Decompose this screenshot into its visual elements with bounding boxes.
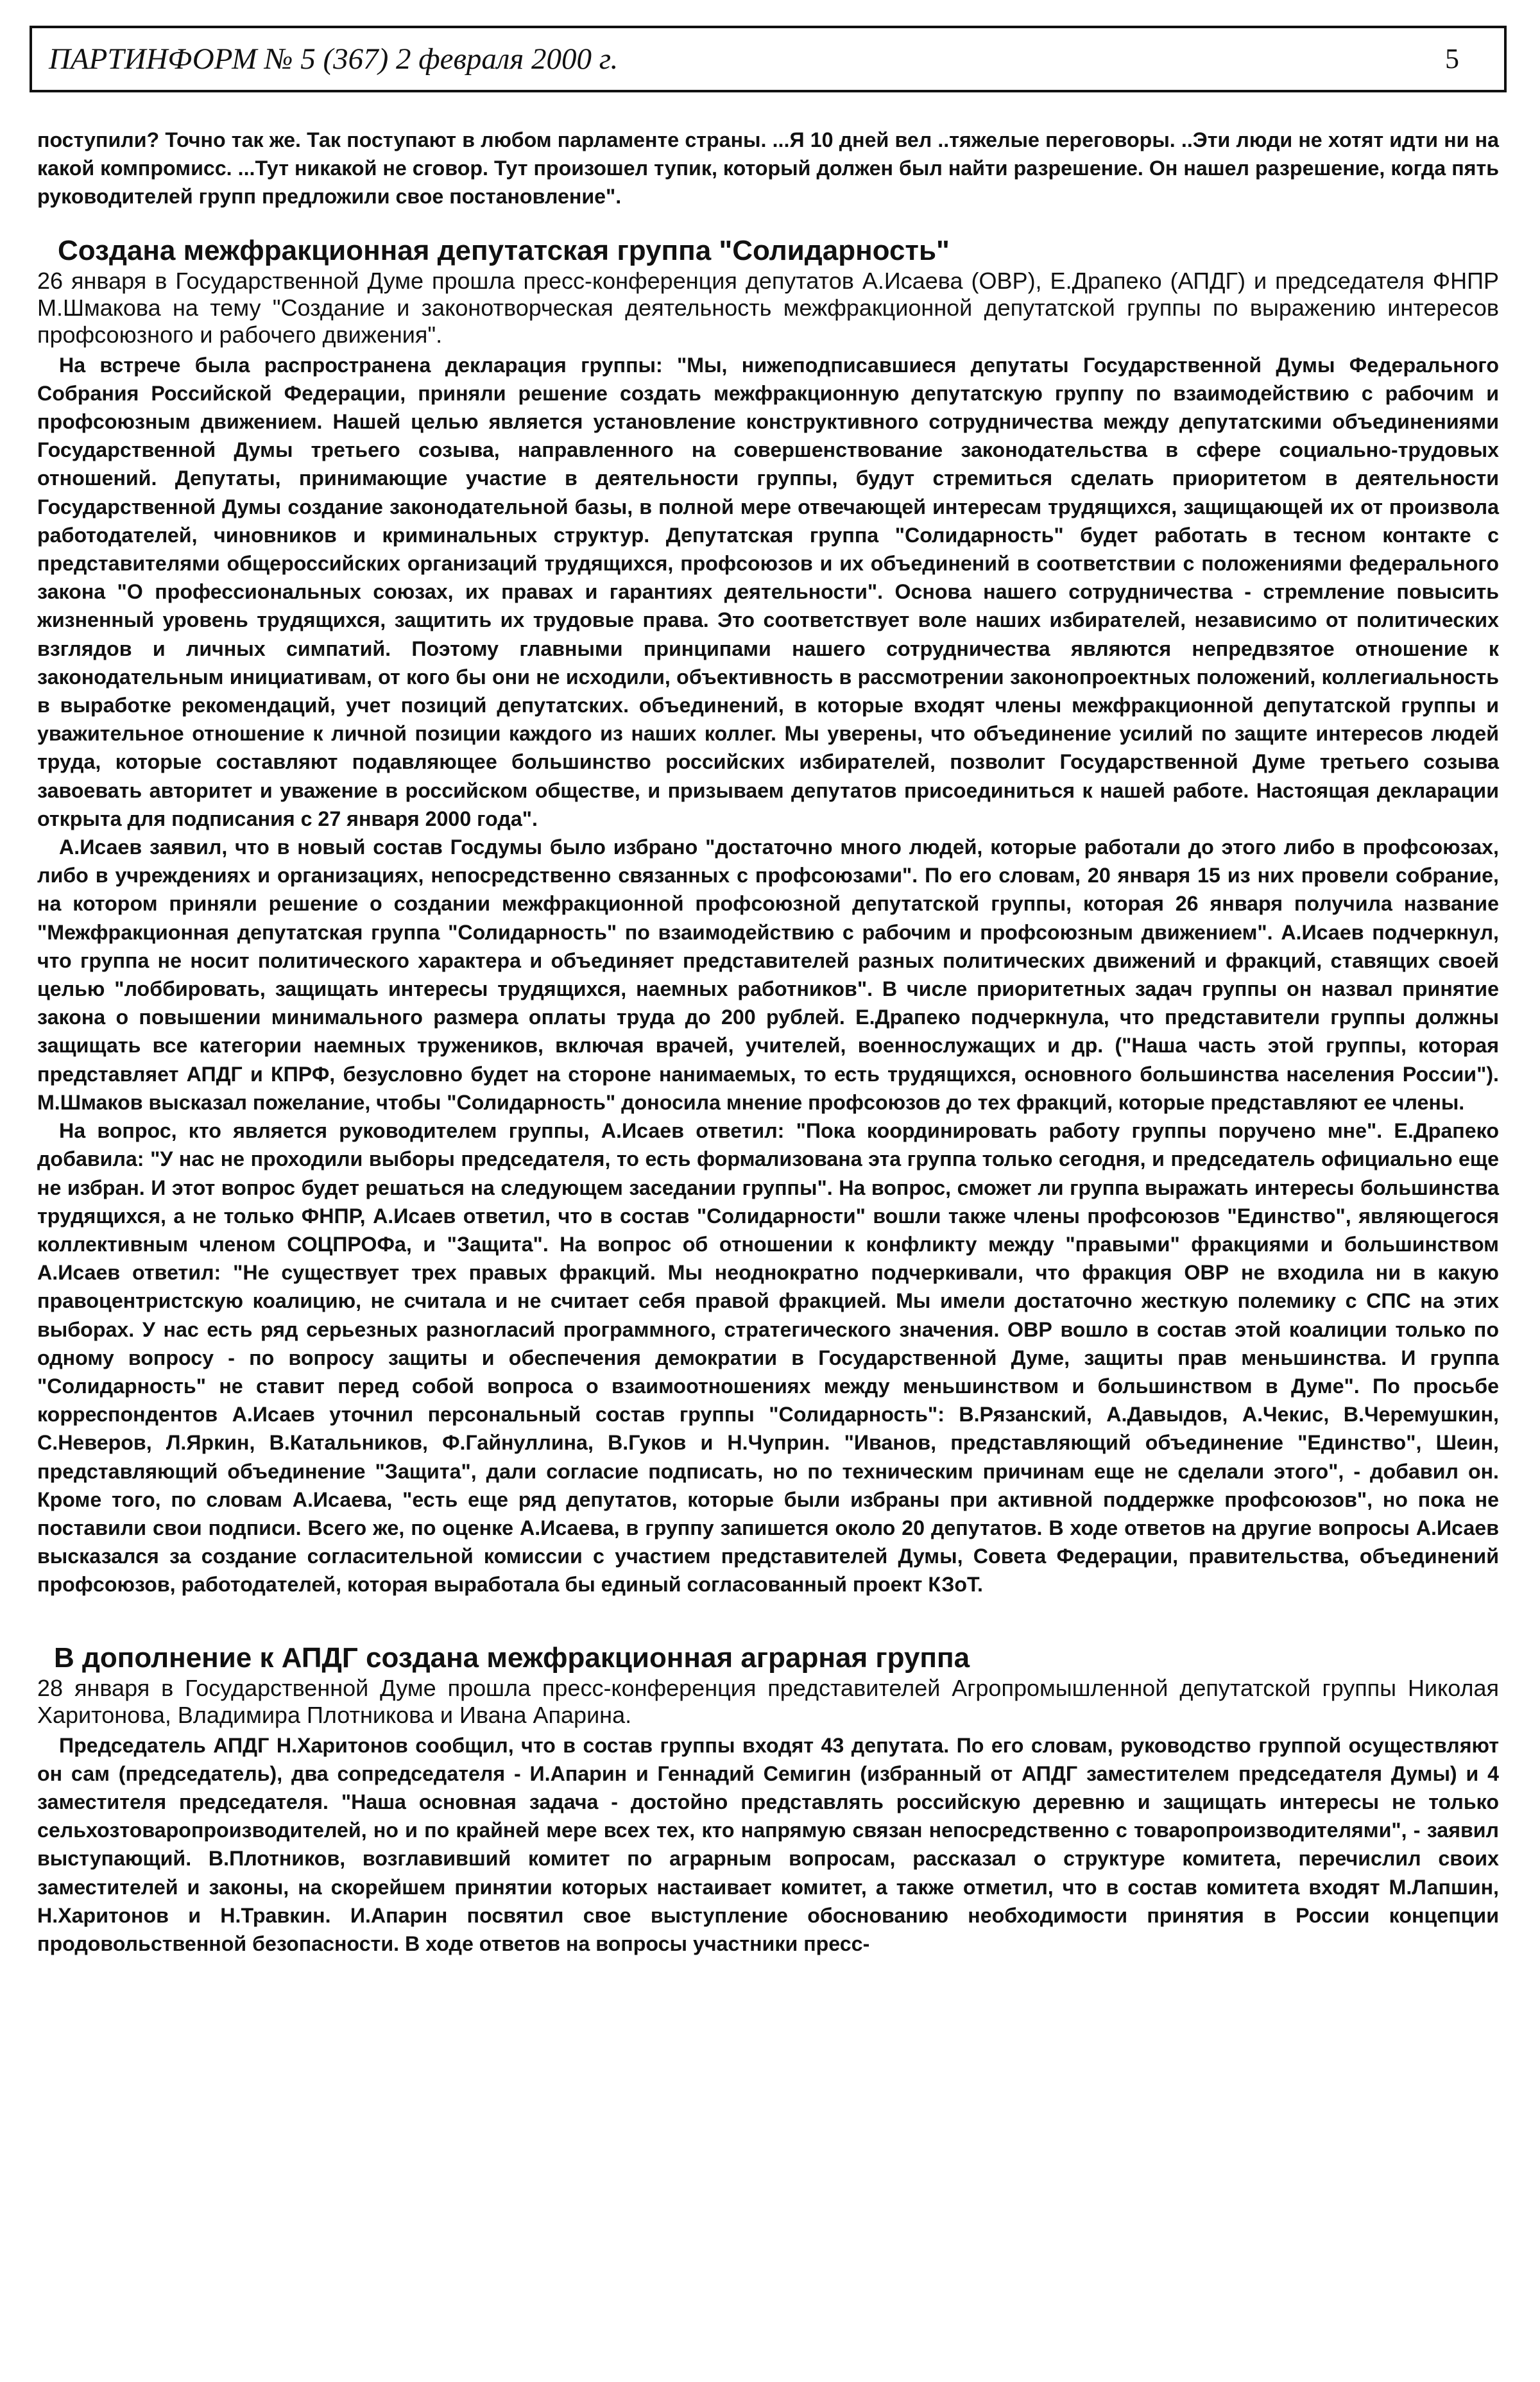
article2-title: В дополнение к АПДГ создана межфракционная аграрная группа — [54, 1641, 970, 1674]
publication-title: ПАРТИНФОРМ № 5 (367) 2 февраля 2000 г. — [49, 42, 619, 76]
article1-paragraph: На встрече была распространена декларация группы: "Мы, нижеподписавшиеся депутаты Государственной Думы Федерального Собрания Российской Федерации, приняли решение создать межфракционную депутатскую группу по взаимодействию с рабочим и профсоюзным движением. Нашей целью является установление конструктивного сотрудничества между депутатскими объединениями Государственной Думы третьего созыва, направленного на совершенствование законодательства в сфере социально-трудовых отношений. Депутаты, принимающие участие в деятельности группы, будут стремиться сделать приоритетом в деятельности Государственной Думы создание законодательной базы, в полной мере отвечающей интересам трудящихся, защищающей их от произвола работодателей, чиновников и криминальных структур. Депутатская группа "Солидарность" будет работать в тесном контакте с представителями общероссийских организаций трудящихся, профсоюзов и их объединений в соответствии с положениями федерального закона "О профессиональных союзах, их правах и гарантиях деятельности". Основа нашего сотрудничества - стремление повысить жизненный уровень трудящихся, защитить их трудовые права. Это соответствует воле наших избирателей, независимо от политических взглядов и личных симпатий. Поэтому главными принципами нашего сотрудничества являются непредвзятое отношение к законодательным инициативам, от кого бы они не исходили, объективность в рассмотрении законопроектных положений, коллегиальность в выработке рекомендаций, учет позиций депутатских. объединений, в которые входят члены межфракционной депутатской группы и уважительное отношение к личной позиции каждого из наших коллег. Мы уверены, что объединение усилий по защите интересов людей труда, которые составляют подавляющее большинство российских избирателей, позволит Государственной Думе третьего созыва завоевать авторитет и уважение в российском обществе, и призываем депутатов присоединиться к нашей работе. Настоящая декларации открыта для подписания с 27 января 2000 года". — [37, 353, 1499, 830]
page-number: 5 — [1445, 43, 1459, 74]
article2-paragraph: Председатель АПДГ Н.Харитонов сообщил, что в состав группы входят 43 депутата. По его словам, руководство группой осуществляют он сам (председатель), два сопредседателя - И.Апарин и Геннадий Семигин (избранный от АПДГ заместителем председателя Думы) и 4 заместителя председателя. "Наша основная задача - достойно представлять российскую деревню и защищать интересы не только сельхозтоваропроизводителей, но и по крайней мере всех тех, кто напрямую связан непосредственно с товаропроизводителями", - заявил выступающий. В.Плотников, возглавивший комитет по аграрным вопросам, рассказал о структуре комитета, перечислил своих заместителей и законы, на скорейшем принятии которых настаивает комитет, а также отметил, что в состав комитета входят М.Лапшин, Н.Харитонов и Н.Травкин. И.Апарин посвятил свое выступление обоснованию необходимости принятия в России концепции продовольственной безопасности. В ходе ответов на вопросы участники пресс- — [37, 1733, 1499, 1955]
article1-paragraph: А.Исаев заявил, что в новый состав Госдумы было избрано "достаточно много людей, которые работали до этого либо в профсоюзах, либо в учреждениях и организациях, непосредственно связанных с профсоюзами". По его словам, 20 января 15 из них провели собрание, на котором приняли решение о создании межфракционной профсоюзной депутатской группы, которая 26 января получила название "Межфракционная депутатская группа "Солидарность" по взаимодействию с рабочим и профсоюзным движением". А.Исаев подчеркнул, что группа не носит политического характера и объединяет представителей разных политических движений и фракций, ставящих своей целью "лоббировать, защищать интересы трудящихся, наемных работников". В числе приоритетных задач группы он назвал принятие закона о повышении минимального размера оплаты труда до 200 рублей. Е.Драпеко подчеркнула, что представители группы должны защищать все категории наемных тружеников, включая врачей, учителей, военнослужащих и др. ("Наша часть этой группы, которая представляет АПДГ и КПРФ, безусловно будет на стороне нанимаемых, то есть трудящихся, основного большинства населения России"). М.Шмаков высказал пожелание, чтобы "Солидарность" доносила мнение профсоюзов до тех фракций, которые представляют ее члены. — [37, 835, 1499, 1114]
page-header — [30, 26, 1507, 92]
article1-paragraph: На вопрос, кто является руководителем группы, А.Исаев ответил: "Пока координировать работу группы поручено мне". Е.Драпеко добавила: "У нас не проходили выборы председателя, то есть формализована эта группа только сегодня, и председатель официально еще не избран. И этот вопрос будет решаться на следующем заседании группы". На вопрос, сможет ли группа выражать интересы большинства трудящихся, а не только ФНПР, А.Исаев ответил, что в состав "Солидарности" вошли также члены профсоюзов "Единство", являющегося коллективным членом СОЦПРОФа, и "Защита". На вопрос об отношении к конфликту между "правыми" фракциями и большинством А.Исаев ответил: "Не существует трех правых фракций. Мы неоднократно подчеркивали, что фракция ОВР не входила ни в какую правоцентристскую коалицию, не считала и не считает себя правой фракцией. Мы имели достаточно жесткую полемику с СПС на этих выборах. У нас есть ряд серьезных разногласий программного, стратегического значения. ОВР вошло в состав этой коалиции только по одному вопросу - по вопросу защиты и обеспечения демократии в Государственной Думе, защиты прав меньшинства. И группа "Солидарность" не ставит перед собой вопроса о взаимоотношениях между меньшинством и большинством в Думе". По просьбе корреспондентов А.Исаев уточнил персональный состав группы "Солидарность": В.Рязанский, А.Давыдов, А.Чекис, В.Черемушкин, С.Неверов, Л.Яркин, В.Катальников, Ф.Гайнуллина, В.Гуков и Н.Чуприн. "Иванов, представляющий объединение "Единство", Шеин, представляющий объединение "Защита", дали согласие подписать, но по техническим причинам еще не сделали этого", - добавил он. Кроме того, по словам А.Исаева, "есть еще ряд депутатов, которые были избраны при активной поддержке профсоюзов", но пока не поставили свои подписи. Всего же, по оценке А.Исаева, в группу запишется около 20 депутатов. В ходе ответов на другие вопросы А.Исаев высказался за создание согласительной комиссии с участием представителей Думы, Совета Федерации, правительства, объединений профсоюзов, работодателей, которая выработала бы единый согласованный проект КЗоТ. — [37, 1119, 1499, 1597]
page-content — [37, 126, 1499, 1958]
article1-title: Создана межфракционная депутатская группа "Солидарность" — [58, 234, 950, 266]
intro-paragraph: поступили? Точно так же. Так поступают в любом парламенте страны. ...Я 10 дней вел ..тяжелые переговоры. ..Эти люди не хотят идти ни на какой компромисс. ...Тут никакой не сговор. Тут произошел тупик, который должен был найти разрешение. Он нашел разрешение, когда пять руководителей групп предложили свое постановление". — [37, 128, 1499, 209]
article1-lead: 26 января в Государственной Думе прошла пресс-конференция депутатов А.Исаева (ОВР), Е.Драпеко (АПДГ) и председателя ФНПР М.Шмакова на тему "Создание и законотворческая деятельность межфракционной депутатской группы по выражению интересов профсоюзного и рабочего движения". — [37, 267, 1499, 348]
article2-lead: 28 января в Государственной Думе прошла пресс-конференция представителей Агропромышленной депутатской группы Николая Харитонова, Владимира Плотникова и Ивана Апарина. — [37, 1674, 1499, 1728]
